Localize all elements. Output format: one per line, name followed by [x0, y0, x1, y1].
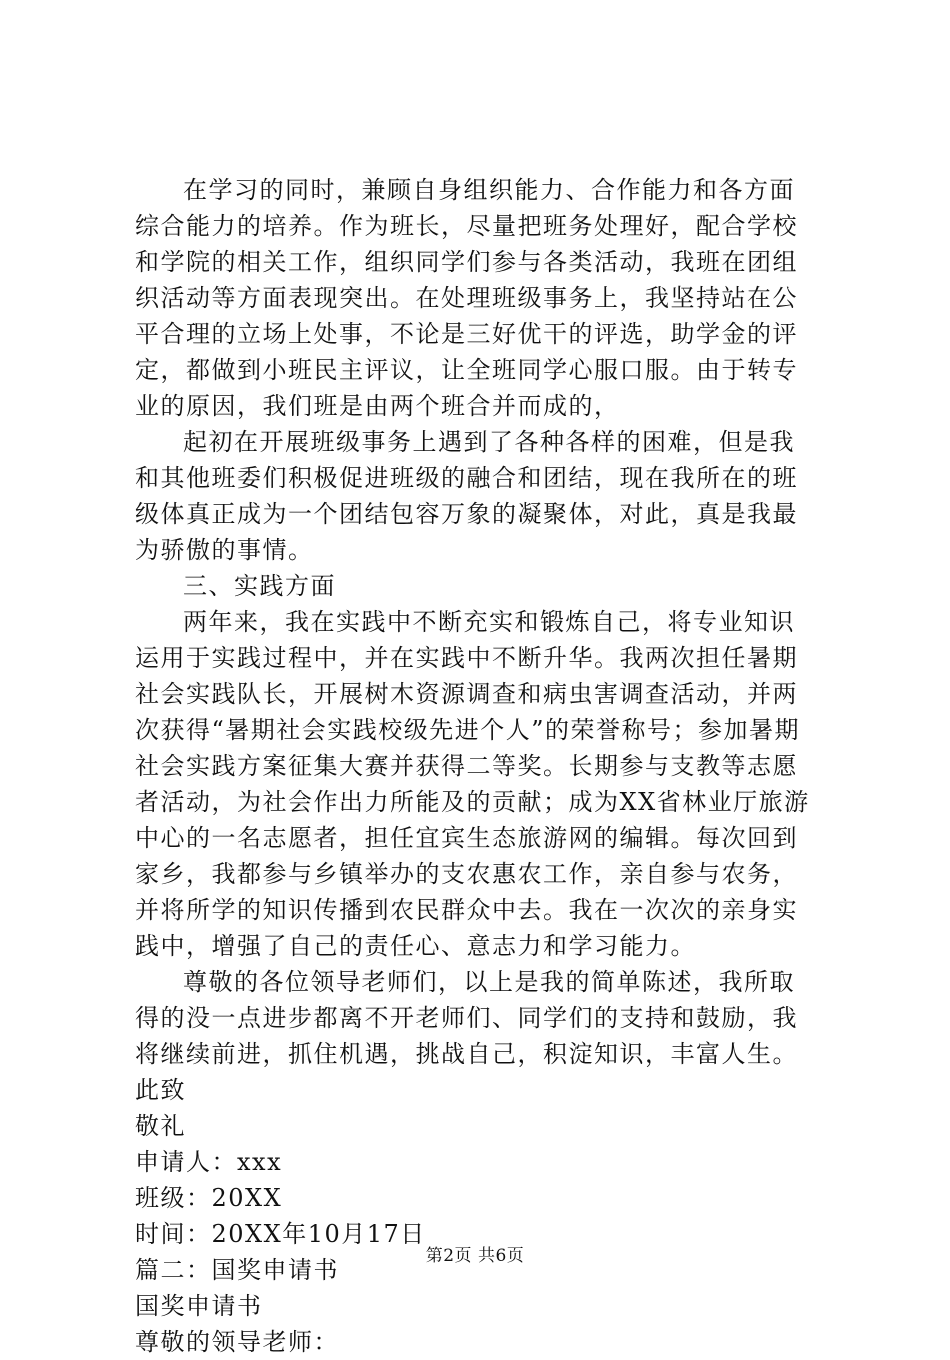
salutation-cizhi: 此致 [135, 1076, 186, 1104]
class-line: 班级：20XX [135, 1184, 283, 1212]
greeting-line: 尊敬的领导老师： [135, 1328, 339, 1356]
doc-title: 国奖申请书 [135, 1292, 263, 1320]
date-line: 时间：20XX年10月17日 [135, 1220, 426, 1248]
document-body [135, 172, 815, 1360]
paragraph-class-unity: 起初在开展班级事务上遇到了各种各样的困难，但是我和其他班委们积极促进班级的融合和团结，现在我所在的班级体真正成为一个团结包容万象的凝聚体，对此，真是我最为骄傲的事情。 [135, 428, 798, 564]
paragraph-organization: 在学习的同时，兼顾自身组织能力、合作能力和各方面综合能力的培养。作为班长，尽量把班务处理好，配合学校和学院的相关工作，组织同学们参与各类活动，我班在团组织活动等方面表现突出。在处理班级事务上，我坚持站在公平合理的立场上处事，不论是三好优干的评选，助学金的评定，都做到小班民主评议，让全班同学心服口服。由于转专业的原因，我们班是由两个班合并而成的， [135, 176, 798, 420]
paragraph-closing: 尊敬的各位领导老师们，以上是我的简单陈述，我所取得的没一点进步都离不开老师们、同学们的支持和鼓励，我将继续前进，抓住机遇，挑战自己，积淀知识，丰富人生。 [135, 968, 798, 1068]
section-heading-practice: 三、实践方面 [183, 572, 336, 600]
page-footer: 第2页 共6页 [425, 1246, 525, 1266]
salutation-jingli: 敬礼 [135, 1112, 186, 1140]
part-two-title: 篇二：国奖申请书 [135, 1256, 339, 1284]
applicant-line: 申请人：xxx [135, 1148, 283, 1176]
paragraph-practice: 两年来，我在实践中不断充实和锻炼自己，将专业知识运用于实践过程中，并在实践中不断升华。我两次担任暑期社会实践队长，开展树木资源调查和病虫害调查活动，并两次获得“暑期社会实践校级先进个人”的荣誉称号；参加暑期社会实践方案征集大赛并获得二等奖。长期参与支教等志愿者活动，为社会作出力所能及的贡献；成为XX省林业厅旅游中心的一名志愿者，担任宜宾生态旅游网的编辑。每次回到家乡，我都参与乡镇举办的支农惠农工作，亲自参与农务，并将所学的知识传播到农民群众中去。我在一次次的亲身实践中，增强了自己的责任心、意志力和学习能力。 [135, 608, 810, 960]
